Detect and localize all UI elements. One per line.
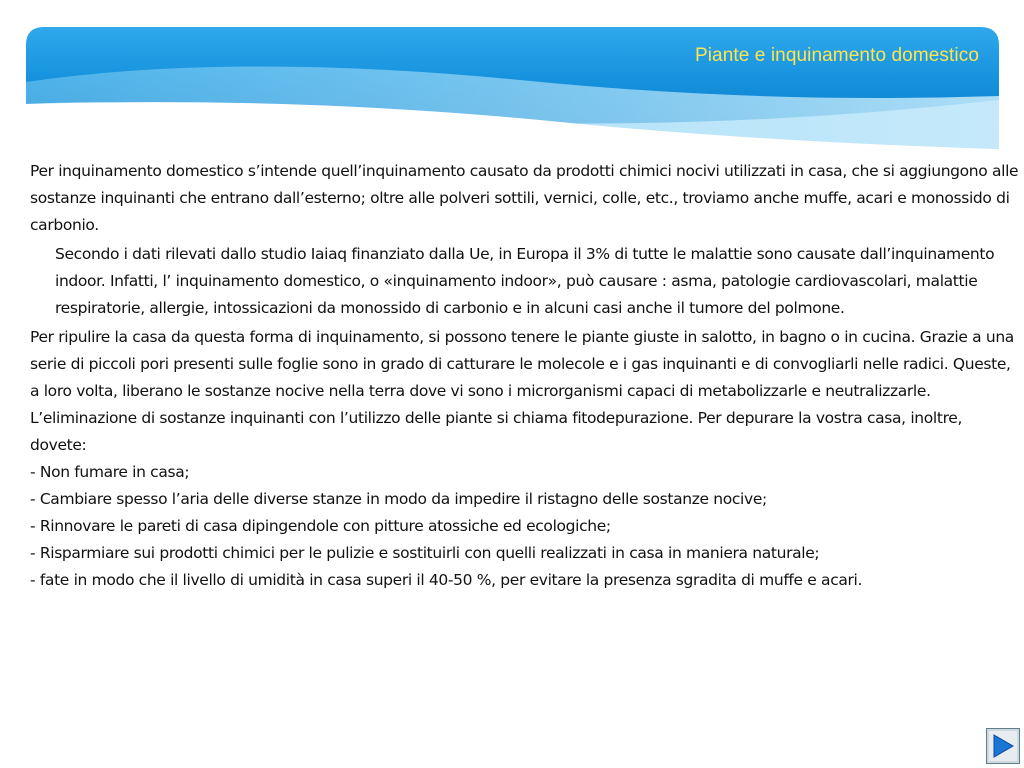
tip-item: - Risparmiare sui prodotti chimici per le pulizie e sostituirli con quelli realizzati in casa in maniera naturale; (30, 544, 820, 562)
slide-title: Piante e inquinamento domestico (694, 45, 979, 66)
play-right-icon (986, 728, 1020, 764)
intro-paragraph: Per inquinamento domestico s’intende quell’inquinamento causato da prodotti chimici nocivi utilizzati in casa, che si aggiungono alle sostanze inquinanti che entrano dall’esterno; oltre alle polveri sottili, vernici, colle, etc., troviamo anche muffe, acari e monossido di carbonio. (30, 162, 1019, 234)
tip-item: - Cambiare spesso l’aria delle diverse stanze in modo da impedire il ristagno delle sostanze nocive; (30, 490, 767, 508)
tip-item: - Non fumare in casa; (30, 463, 190, 481)
header-banner (0, 0, 1024, 160)
tip-item: - fate in modo che il livello di umidità in casa superi il 40-50 %, per evitare la presenza sgradita di muffe e acari. (30, 571, 863, 589)
slide-body (30, 158, 1020, 594)
statistics-paragraph: Secondo i dati rilevati dallo studio Iaiaq finanziato dalla Ue, in Europa il 3% di tutte le malattie sono causate dall’inquinamento indoor. Infatti, l’ inquinamento domestico, o «inquinamento indoor», può causare : asma, patologie cardiovascolari, malattie respiratorie, allergie, intossicazioni da monossido di carbonio e in alcuni casi anche il tumore del polmone. (55, 245, 995, 317)
tip-item: - Rinnovare le pareti di casa dipingendole con pitture atossiche ed ecologiche; (30, 517, 611, 535)
plants-paragraph: Per ripulire la casa da questa forma di inquinamento, si possono tenere le piante giuste in salotto, in bagno o in cucina. Grazie a una serie di piccoli pori presenti sulle foglie sono in grado di catturare le molecole e i gas inquinanti e di convogliarli nelle radici. Queste, a loro volta, liberano le sostanze nocive nella terra dove vi sono i microrganismi capaci di metabolizzarle e neutralizzarle. L’eliminazione di sostanze inquinanti con l’utilizzo delle piante si chiama fitodepurazione. Per depurare la vostra casa, inoltre, dovete: (30, 328, 1014, 454)
next-slide-button[interactable] (986, 728, 1020, 764)
